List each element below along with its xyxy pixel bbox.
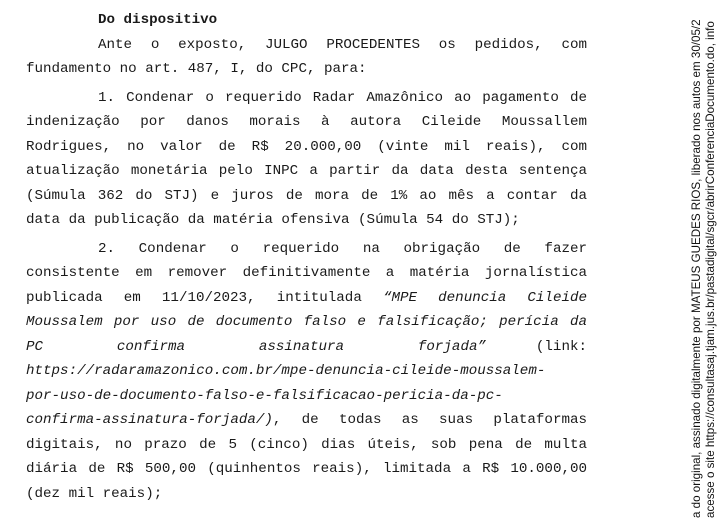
article-title-line: Moussalem por uso de documento falso e falsificação; perícia da [26, 314, 587, 330]
article-link-line-2[interactable]: por-uso-de-documento-falso-e-falsificacao-pericia-da-pc- [26, 387, 503, 404]
intro-line-2: fundamento no art. 487, I, do CPC, para: [26, 61, 367, 77]
signature-note-line-2: acesse o site https://consultasaj.tjam.jus.br/pastadigital/sgcr/abrirConferenciaDocumento.do, info [703, 21, 717, 518]
item-2-line-9: digitais, no prazo de 5 (cinco) dias úteis, sob pena de multa [26, 436, 587, 453]
item-2-line-5 [26, 335, 587, 360]
item-2-line-10: diária de R$ 500,00 (quinhentos reais), limitada a R$ 10.000,00 [26, 461, 587, 477]
item-1-line-4: atualização monetária pelo INPC a partir da data desta sentença [26, 163, 587, 179]
item-1-line-2: indenização por danos morais à autora Cileide Moussallem [26, 114, 587, 130]
item-2-paragraph [26, 237, 587, 507]
intro-paragraph [26, 33, 587, 82]
intro-line-1: Ante o exposto, JULGO PROCEDENTES os pedidos, com [98, 36, 587, 53]
item-2-line-2: consistente em remover definitivamente a matéria jornalística [26, 265, 587, 281]
item-2-line-11: (dez mil reais); [26, 485, 163, 502]
item-1-line-3: Rodrigues, no valor de R$ 20.000,00 (vinte mil reais), com [26, 138, 587, 155]
digital-signature-margin [682, 0, 718, 518]
item-2-line-3-text: publicada em 11/10/2023, intitulada [26, 289, 383, 306]
link-label: (link: [535, 338, 587, 355]
signature-note-text [690, 0, 717, 518]
signature-note-line-1: a do original, assinado digitalmente por MATEUS GUEDES RIOS, liberado nos autos em 30/05/2 [690, 19, 703, 518]
article-link-line-1[interactable]: https://radaramazonico.com.br/mpe-denuncia-cileide-moussalem- [26, 363, 546, 379]
item-1-line-6: data da publicação da matéria ofensiva (Súmula 54 do STJ); [26, 212, 520, 228]
item-1-line-5: (Súmula 362 do STJ) e juros de mora de 1% ao mês a contar da [26, 187, 587, 204]
article-title-end: PC confirma assinatura forjada” [26, 338, 486, 355]
item-2-line-1: 2. Condenar o requerido na obrigação de fazer [98, 240, 587, 257]
article-link-line-3[interactable]: confirma-assinatura-forjada/) [26, 412, 273, 428]
section-heading: Do dispositivo [98, 12, 218, 28]
document-body [26, 8, 587, 506]
item-2-line-3 [26, 286, 587, 311]
item-1-paragraph [26, 86, 587, 233]
item-2-line-8 [26, 408, 587, 433]
item-1-line-1: 1. Condenar o requerido Radar Amazônico ao pagamento de [98, 89, 587, 106]
article-title-start: “MPE denuncia Cileide [382, 289, 587, 306]
item-2-line-8-text: , de todas as suas plataformas [272, 412, 587, 428]
